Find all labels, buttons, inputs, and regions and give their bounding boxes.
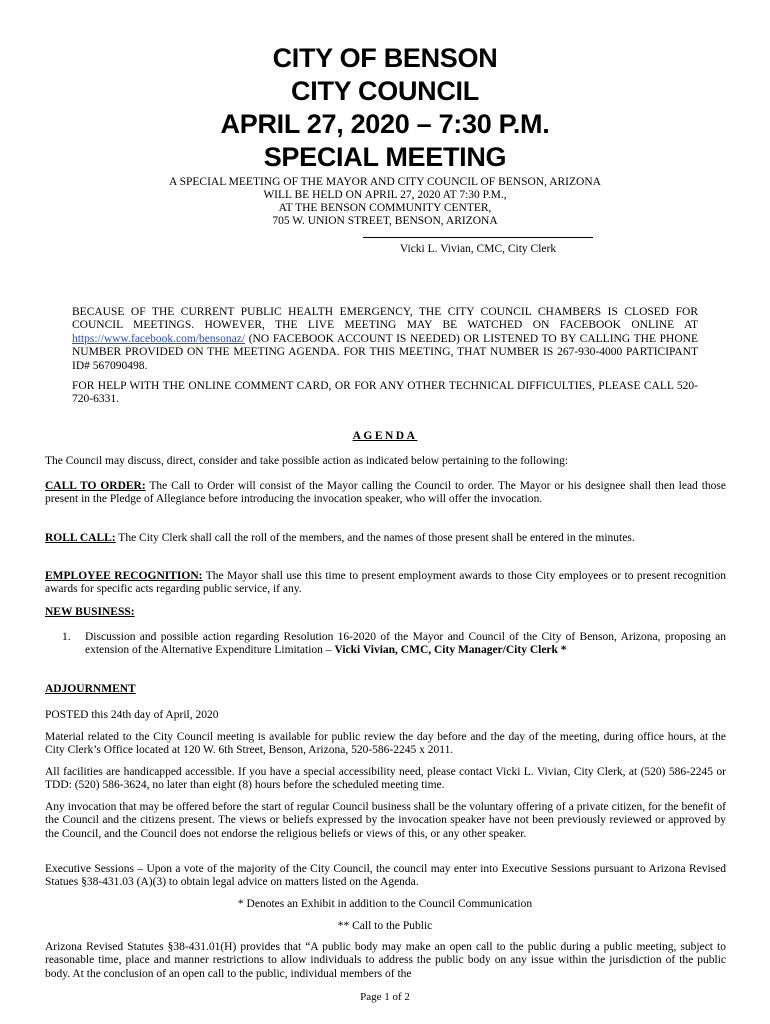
call-to-order-label: CALL TO ORDER:: [45, 480, 146, 492]
posted-date: POSTED this 24th day of April, 2020: [45, 709, 219, 721]
meeting-notice: [0, 176, 770, 228]
document-title: [0, 42, 770, 174]
roll-call-label: ROLL CALL:: [45, 532, 116, 544]
material-notice: Material related to the City Council meeting is available for public review the day before and the day of the meeting, during office hours, at the City Clerk’s Office located at 120 W. 6th Street, Benson, Arizona, 520-586-2245 x 2011.: [45, 731, 726, 757]
new-business-label: NEW BUSINESS:: [45, 606, 135, 618]
notice-line: WILL BE HELD ON APRIL 27, 2020 AT 7:30 P.M.,: [263, 189, 507, 201]
call-to-public-heading: ** Call to the Public: [337, 920, 433, 932]
facebook-link[interactable]: https://www.facebook.com/bensonaz/: [72, 332, 245, 345]
agenda-item-text: [85, 631, 726, 658]
title-line: APRIL 27, 2020 – 7:30 P.M.: [220, 109, 550, 139]
call-to-order-text: The Call to Order will consist of the Mayor calling the Council to order. The Mayor or his designee shall then lead those present in the Pledge of Allegiance before introducing the invocation speaker, who will offer the invocation.: [45, 480, 726, 506]
roll-call: [45, 532, 726, 545]
agenda-item-number: 1.: [62, 631, 71, 643]
emergency-text: BECAUSE OF THE CURRENT PUBLIC HEALTH EMERGENCY, THE CITY COUNCIL CHAMBERS IS CLOSED FOR COUNCIL MEETINGS. HOWEVER, THE LIVE MEETING MAY BE WATCHED ON FACEBOOK ONLINE AT: [72, 306, 698, 332]
emergency-notice: [72, 306, 698, 373]
employee-recognition-label: EMPLOYEE RECOGNITION:: [45, 570, 203, 582]
signature-line: [363, 237, 593, 238]
notice-line: 705 W. UNION STREET, BENSON, ARIZONA: [272, 215, 498, 227]
roll-call-text: The City Clerk shall call the roll of the members, and the names of those present shall be entered in the minutes.: [115, 532, 635, 544]
executive-session-notice: Executive Sessions – Upon a vote of the majority of the City Council, the council may enter into Executive Sessions pursuant to Arizona Revised Statues §38-431.03 (A)(3) to obtain legal advice on matters listed on the Agenda.: [45, 863, 726, 889]
title-line: CITY COUNCIL: [291, 76, 479, 106]
agenda-intro: The Council may discuss, direct, consider and take possible action as indicated below pertaining to the following:: [45, 455, 569, 467]
employee-recognition: [45, 570, 726, 597]
title-line: CITY OF BENSON: [272, 43, 498, 73]
call-to-order: [45, 480, 726, 507]
notice-line: AT THE BENSON COMMUNITY CENTER,: [278, 202, 492, 214]
statutes-notice: Arizona Revised Statutes §38-431.01(H) provides that “A public body may make an open call to the public during a public meeting, subject to reasonable time, place and manner restrictions to allow individuals to address the public body on any issue within the jurisdiction of the public body. At the conclusion of an open call to the public, individual members of the: [45, 941, 726, 980]
new-business-heading: [45, 606, 726, 619]
invocation-notice: Any invocation that may be offered before the start of regular Council business shall be the voluntary offering of a private citizen, for the benefit of the Council and the citizens present. The views or beliefs expressed by the invocation speaker have not been previously reviewed or approved by the Council, and the Council does not endorse the religious beliefs or views of this, or any other speaker.: [45, 801, 726, 840]
employee-recognition-text: The Mayor shall use this time to present employment awards to those City employees or to present recognition awards for specific acts regarding public service, if any.: [45, 570, 726, 596]
adjournment-heading: [45, 683, 726, 696]
signature-block: [362, 237, 594, 256]
page-number: Page 1 of 2: [360, 991, 410, 1003]
agenda-item-description: Discussion and possible action regarding Resolution 16-2020 of the Mayor and Council of the City of Benson, Arizona, proposing an extension of the Alternative Expenditure Limitation –: [85, 631, 726, 657]
help-notice: FOR HELP WITH THE ONLINE COMMENT CARD, OR FOR ANY OTHER TECHNICAL DIFFICULTIES, PLEASE CALL 520-720-6331.: [72, 380, 698, 406]
agenda-item-presenter: Vicki Vivian, CMC, City Manager/City Clerk *: [334, 644, 567, 657]
accessibility-notice: All facilities are handicapped accessible. If you have a special accessibility need, please contact Vicki L. Vivian, City Clerk, at (520) 586-2245 or TDD: (520) 586-3624, no later than eight (8) hours before the scheduled meeting time.: [45, 766, 726, 792]
adjournment-label: ADJOURNMENT: [45, 683, 136, 695]
agenda-heading: AGENDA: [352, 430, 418, 442]
title-line: SPECIAL MEETING: [263, 142, 507, 172]
emergency-text-continued: (NO FACEBOOK ACCOUNT IS NEEDED) OR LISTENED TO BY CALLING THE PHONE NUMBER PROVIDED ON THE MEETING AGENDA. FOR THIS MEETING, THAT NUMBER IS 267-930-4000 PARTICIPANT ID# 567090498.: [72, 332, 698, 372]
exhibit-note: * Denotes an Exhibit in addition to the Council Communication: [237, 898, 533, 910]
notice-line: A SPECIAL MEETING OF THE MAYOR AND CITY COUNCIL OF BENSON, ARIZONA: [169, 176, 601, 188]
signature-name: Vicki L. Vivian, CMC, City Clerk: [399, 243, 557, 255]
